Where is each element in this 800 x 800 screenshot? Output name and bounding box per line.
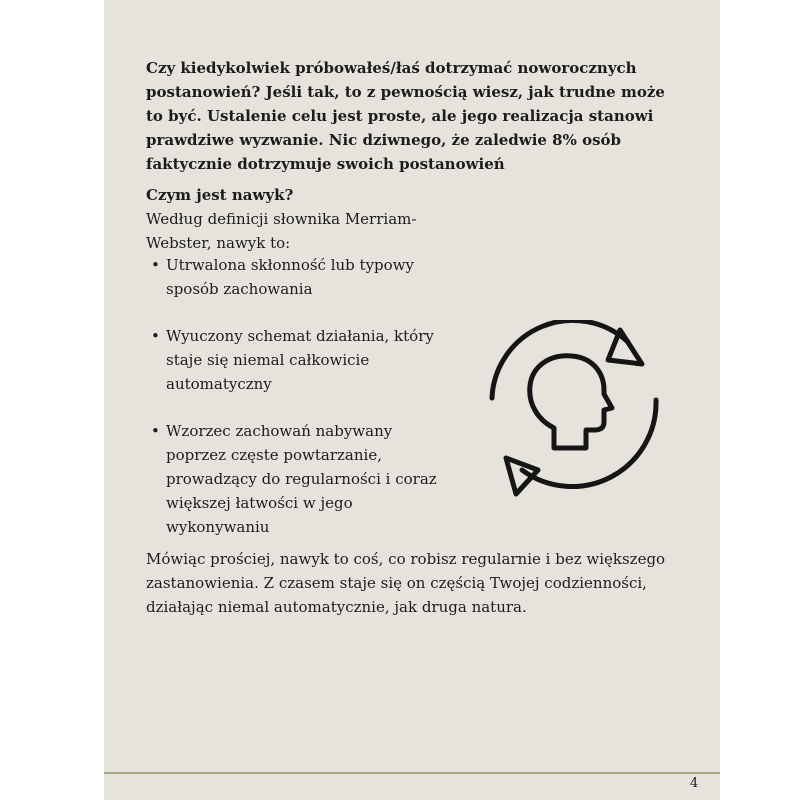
definition-list (166, 253, 456, 562)
cycle-arrow-lower (522, 400, 656, 487)
list-item: • Wyuczony schemat działania, który staje się niemal całkowicie automatyczny (166, 324, 456, 396)
footer-rule (104, 772, 720, 774)
list-item: • Wzorzec zachowań nabywany poprzez częste powtarzanie, prowadzący do regularności i coraz większej łatwości w jego wykonywaniu (166, 419, 456, 539)
summary-paragraph: Mówiąc prościej, nawyk to coś, co robisz regularnie i bez większego zastanowienia. Z czasem staje się on częścią Twojej codzienności, działając niemal automatycznie, jak druga natura. (146, 550, 666, 616)
list-item: • Utrwalona skłonność lub typowy sposób zachowania (166, 253, 456, 301)
arrowhead-lower (506, 458, 538, 494)
arrowhead-upper (608, 330, 642, 364)
head-profile-icon (530, 356, 612, 448)
head-with-cycle-arrows-icon (482, 320, 662, 500)
section-heading: Czym jest nawyk? (146, 186, 294, 204)
definition-lead: Według definicji słownika Merriam-Webster, nawyk to: (146, 210, 417, 252)
page-number: 4 (690, 776, 699, 791)
intro-paragraph: Czy kiedykolwiek próbowałeś/łaś dotrzymać noworocznych postanowień? Jeśli tak, to z pewnością wiesz, jak trudne może to być. Ustalenie celu jest proste, ale jego realizacja stanowi prawdziwe wyzwanie. Nic dziwnego, że zaledwie 8% osób faktycznie dotrzymuje swoich postanowień (146, 59, 665, 173)
